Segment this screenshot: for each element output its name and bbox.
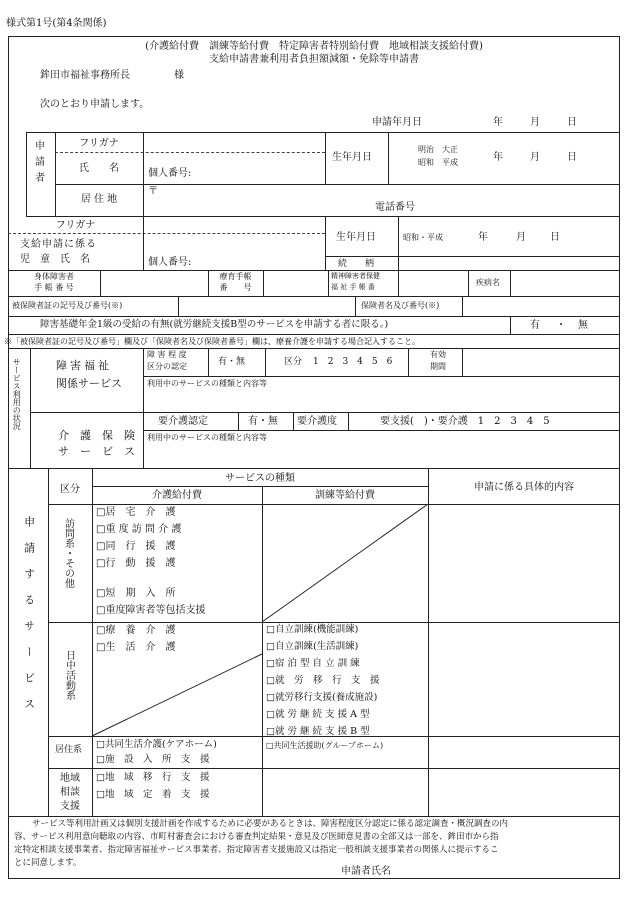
child-birth-year: 年 [478, 232, 488, 243]
physical-cert-label1: 身体障害者 [34, 272, 74, 281]
kaigo-nintei-label: 要介護認定 [158, 416, 208, 427]
kubun-nintei-label1: 障 害 程 度 [147, 350, 187, 359]
service-seikatsu-kunren[interactable]: □自立訓練(生活訓練) [266, 641, 359, 652]
era-meiji-taisho: 明治 大正 [418, 145, 458, 154]
service-kyotaku-kaigo[interactable]: □居 宅 介 護 [96, 507, 176, 518]
service-hokatsu-shien[interactable]: □重度障害者等包括支援 [96, 605, 206, 616]
child-furigana-label: フリガナ [55, 220, 96, 231]
kubun-numbers: 1 2 3 4 5 6 [313, 357, 393, 367]
addressee-sama: 様 [174, 70, 184, 81]
kyoju-label: 居住系 [55, 745, 83, 755]
consent-line1: サービス等利用計画又は個別支援計画を作成するために必要があるときは、障害程度区分認定に係る認定調査・概況調査の内 [32, 819, 509, 829]
child-birth-label: 生年月日 [336, 232, 376, 243]
form-title-line2: 支給申請書兼利用者負担額減額・免除等申請書 [209, 54, 419, 65]
kaigo-umu: 有・無 [248, 416, 278, 427]
pension-label: 障害基礎年金1級の受給の有無(就労継続支援B型のサービスを申請する者に限る。) [40, 319, 389, 330]
welfare-label1: 障害福祉 [56, 359, 112, 372]
insurer-label: 保険者名及び番号(※) [361, 301, 440, 310]
service-keizoku-b[interactable]: □就 労 継 続 支 援 B 型 [266, 726, 370, 737]
service-shuro-ikou-yosei[interactable]: □就労移行支援(養成施設) [266, 692, 378, 703]
mental-cert-label2: 福 祉 手 帳 番 [331, 283, 375, 291]
date-day: 日 [567, 117, 577, 128]
chiiki-label1: 地域 [60, 773, 80, 784]
ryoiku-label1: 療育手帳 [219, 272, 252, 281]
era-showa-heisei: 昭和 平成 [418, 158, 458, 167]
service-section-label: 申請するサービス [22, 516, 36, 724]
kubun-label: 区分 [284, 357, 303, 367]
applicant-section-label: 申請者 [32, 140, 44, 188]
pension-yes: 有 [530, 320, 540, 331]
application-date-label: 申請年月日 [372, 117, 422, 128]
child-birth-month: 月 [516, 232, 526, 243]
child-label-line2: 児 童 氏 名 [20, 254, 90, 265]
content-header: 申請に係る具体的内容 [474, 482, 574, 493]
service-doko-engo[interactable]: □同 行 援 護 [96, 541, 176, 552]
service-tanki-nyusho[interactable]: □短 期 入 所 [96, 588, 176, 599]
service-kodo-engo[interactable]: □行 動 援 護 [96, 558, 176, 569]
service-shukuhaku-kunren[interactable]: □宿 泊 型 自 立 訓 練 [266, 658, 360, 669]
form-title-line1: (介護給付費 訓練等給付費 特定障害者特別給付費 地域相談支援給付費) [145, 41, 483, 52]
kubun-header: 区分 [60, 484, 80, 495]
child-birth-day: 日 [550, 232, 560, 243]
consent-line2: 容、サービス利用意向聴取の内容、市町村審査会における審査判定結果・意見及び医師意見書の全部又は一部を、鉾田市から指 [14, 832, 499, 842]
postal-mark: 〒 [148, 186, 158, 197]
houmon-label: 訪問系・その他 [62, 518, 74, 588]
mental-cert-label1: 精神障害者保健 [331, 272, 380, 280]
birth-day: 日 [567, 152, 577, 163]
welfare-label2: 関係サービス [56, 377, 122, 390]
service-chiiki-teichaku[interactable]: □地 域 定 着 支 援 [96, 789, 210, 800]
service-judo-houmon[interactable]: □重 度 訪 問 介 護 [96, 524, 182, 535]
care-insurance-label1: 介 護 保 険 [58, 429, 135, 442]
addressee: 鉾田市福祉事務所長 [40, 70, 130, 81]
kunren-kyufu-header: 訓練等給付費 [315, 490, 375, 501]
service-kyodo-kaigo[interactable]: □共同生活介護(ケアホーム) [96, 739, 217, 750]
usage-section-label: サービス利用の状況 [12, 358, 22, 430]
kaigo-kyufu-header: 介護給付費 [152, 490, 202, 501]
kubun-umu: 有・無 [218, 357, 246, 367]
date-month: 月 [530, 117, 540, 128]
form-number: 様式第1号(第4条関係) [6, 18, 107, 29]
child-personal-no: 個人番号: [148, 257, 192, 268]
birth-year: 年 [493, 152, 503, 163]
care-insurance-label2: サ ー ビ ス [58, 445, 135, 458]
service-type-header: サービスの種類 [225, 473, 295, 484]
intro-text: 次のとおり申請します。 [40, 99, 150, 110]
kubun-nintei-label2: 区分の認定 [147, 362, 187, 371]
valid-period-label1: 有効 [430, 350, 446, 359]
consent-line4: とに同意します。 [14, 858, 82, 868]
chiiki-label3: 支援 [60, 801, 80, 812]
signature-label: 申請者氏名 [341, 866, 391, 877]
pension-no: 無 [578, 320, 588, 331]
chiiki-label2: 相談 [60, 787, 80, 798]
service-group-home[interactable]: □共同生活援助(グループホーム) [266, 741, 384, 750]
consent-line3: 定特定相談支援事業者、指定障害福祉サービス事業者、指定障害者支援施設又は指定一般相談支援事業者の関係人に提示するこ [14, 845, 499, 855]
note-insurance: ※「被保険者証の記号及び番号」欄及び「保険者名及び保険者番号」欄は、療養介護を申請する場合記入すること。 [4, 337, 420, 346]
service-chiiki-ikou[interactable]: □地 域 移 行 支 援 [96, 772, 210, 783]
kaigo-do-label: 要介護度 [297, 416, 337, 427]
pension-dot: ・ [556, 320, 566, 331]
service-shuro-ikou[interactable]: □就 労 移 行 支 援 [266, 675, 380, 686]
ryoiku-label2: 番 号 [219, 283, 252, 292]
child-label-line1: 支給申請に係る [20, 239, 97, 250]
applicant-name-label: 氏 名 [79, 163, 119, 174]
birth-month: 月 [530, 152, 540, 163]
service-keizoku-a[interactable]: □就 労 継 続 支 援 A 型 [266, 709, 370, 720]
welfare-using-label: 利用中のサービスの種類と内容等 [147, 379, 267, 388]
address-label: 居 住 地 [80, 194, 118, 205]
kaigo-levels: 要支援( )・要介護 1 2 3 4 5 [380, 416, 550, 427]
date-year: 年 [493, 117, 503, 128]
insured-number-label: 被保険者証の記号及び番号(※) [12, 301, 123, 310]
applicant-furigana-label: フリガナ [79, 138, 119, 149]
child-era: 昭和・平成 [403, 233, 443, 242]
service-kinou-kunren[interactable]: □自立訓練(機能訓練) [266, 624, 359, 635]
nicchu-label: 日中活動系 [63, 650, 75, 700]
applicant-personal-no: 個人番号: [148, 168, 192, 179]
disease-label: 疾病名 [476, 278, 500, 287]
service-ryoyo-kaigo[interactable]: □療 養 介 護 [96, 625, 176, 636]
valid-period-label2: 期間 [430, 362, 446, 371]
phone-label: 電話番号 [375, 202, 415, 213]
service-seikatsu-kaigo[interactable]: □生 活 介 護 [96, 642, 176, 653]
care-using-label: 利用中のサービスの種類と内容等 [147, 433, 267, 442]
applicant-birth-label: 生年月日 [332, 152, 372, 163]
physical-cert-label2: 手 帳 番 号 [34, 283, 74, 292]
relation-label: 続 柄 [338, 259, 375, 269]
service-shisetsu-nyusho[interactable]: □施 設 入 所 支 援 [96, 754, 210, 765]
